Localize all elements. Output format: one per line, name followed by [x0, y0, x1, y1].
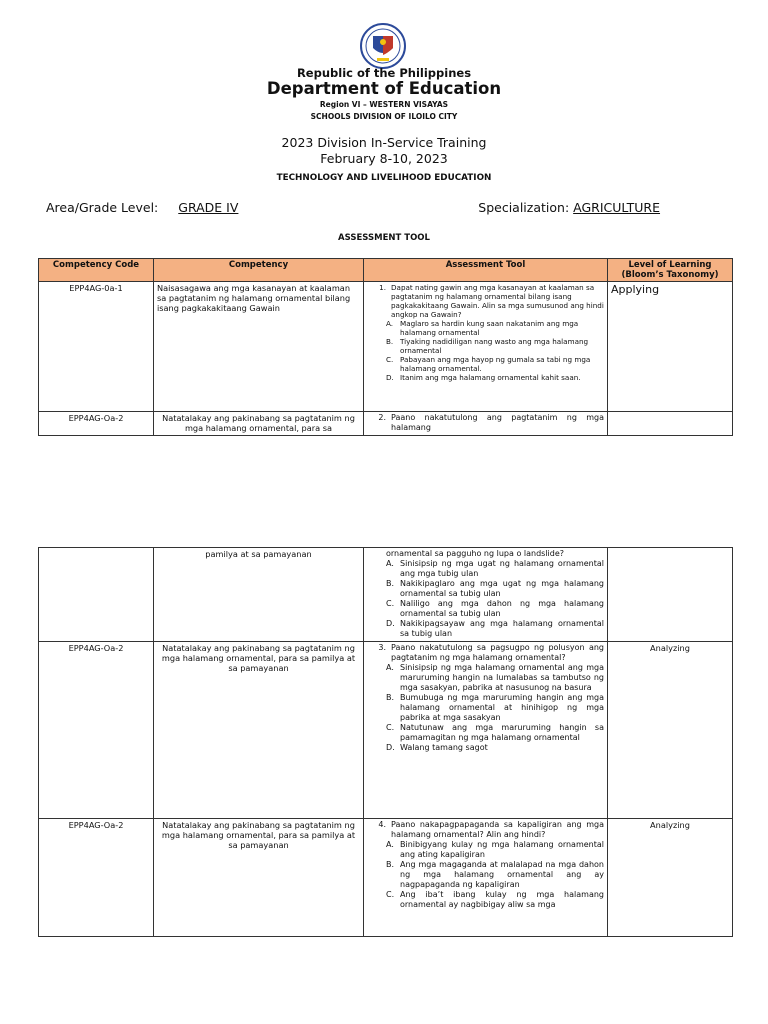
question-text: Paano nakatutulong sa pagsugpo ng polusyon ang pagtatanim ng mga halamang ornamental?	[391, 643, 604, 662]
training-dates: February 8-10, 2023	[320, 151, 448, 166]
competency-text: Natatalakay ang pakinabang sa pagtatanim ng mga halamang ornamental, para sa pamilya at sa pamayanan	[154, 819, 364, 937]
specialization-label: Specialization:	[478, 200, 570, 215]
option-letter: B.	[386, 860, 395, 869]
option-text: Walang tamang sagot	[400, 743, 488, 752]
grade-value: GRADE IV	[178, 200, 239, 215]
table-row	[39, 282, 733, 412]
level-of-learning: Applying	[608, 282, 733, 412]
assessment-question	[364, 548, 608, 642]
option-letter: D.	[386, 743, 395, 752]
question-text: ornamental sa pagguho ng lupa o landslide?	[386, 549, 565, 558]
option-letter: C.	[386, 355, 394, 364]
question-number: 4.	[378, 820, 386, 829]
area-label: Area/Grade Level:	[46, 200, 159, 215]
col-header-code: Competency Code	[39, 259, 154, 282]
option-text: Binibigyang kulay ng mga halamang ornamental ang ating kapaligiran	[400, 840, 604, 859]
training-title: 2023 Division In-Service Training	[281, 135, 487, 150]
department-heading: Department of Education	[266, 79, 502, 98]
level-of-learning: Analyzing	[608, 642, 733, 819]
option-text: Maglaro sa hardin kung saan nakatanim ang mga halamang ornamental	[400, 319, 579, 337]
assessment-tool-title: ASSESSMENT TOOL	[338, 233, 430, 243]
competency-code: EPP4AG-Oa-2	[39, 642, 154, 819]
competency-text: Naisasagawa ang mga kasanayan at kaalaman sa pagtatanim ng halamang ornamental bilang isang pagkakakitaang Gawain	[154, 282, 364, 412]
option-text: Sinisipsip ng mga halamang ornamental ang mga maruruming hangin na lumalabas sa tambutso ng mga sasakyan, pabrika at nasusunog na basura	[400, 663, 604, 692]
option-text: Ang iba’t ibang kulay ng mga halamang ornamental ay nagbibigay aliw sa mga	[400, 890, 604, 909]
subject-title: TECHNOLOGY AND LIVELIHOOD EDUCATION	[276, 173, 492, 183]
table-row	[39, 412, 733, 436]
level-of-learning	[608, 412, 733, 436]
deped-seal-icon	[355, 22, 411, 70]
table-row	[39, 819, 733, 937]
option-text: Natutunaw ang mga maruruming hangin sa pamamagitan ng mga halamang ornamental	[400, 723, 604, 742]
option-letter: A.	[386, 663, 394, 672]
assessment-question	[364, 819, 608, 937]
table-row	[39, 642, 733, 819]
competency-code: EPP4AG-Oa-2	[39, 819, 154, 937]
option-text: Sinisipsip ng mga ugat ng halamang ornamental ang mga tubig ulan	[400, 559, 604, 578]
competency-code: EPP4AG-0a-1	[39, 282, 154, 412]
question-text: Paano nakapagpapaganda sa kapaligiran ang mga halamang ornamental? Alin ang hindi?	[391, 820, 604, 839]
option-letter: B.	[386, 579, 395, 588]
republic-heading: Republic of the Philippines	[296, 66, 472, 80]
assessment-table-page-1	[38, 258, 733, 436]
assessment-question	[364, 412, 608, 436]
option-text: Itanim ang mga halamang ornamental kahit saan.	[400, 373, 581, 382]
question-text: Paano nakatutulong ang pagtatanim ng mga halamang	[391, 413, 604, 432]
competency-code: EPP4AG-Oa-2	[39, 412, 154, 436]
col-header-tool: Assessment Tool	[364, 259, 608, 282]
option-letter: A.	[386, 559, 394, 568]
division-line: SCHOOLS DIVISION OF ILOILO CITY	[310, 112, 458, 121]
option-letter: A.	[386, 840, 394, 849]
option-letter: A.	[386, 319, 394, 328]
option-text: Tiyaking nadidiligan nang wasto ang mga halamang ornamental	[400, 337, 589, 355]
option-letter: D.	[386, 373, 394, 382]
question-text: Dapat nating gawin ang mga kasanayan at kaalaman sa pagtatanim ng halamang ornamental bilang isang pagkakakitaang Gawain. Alin sa mga sumusunod ang hindi angkop na Gawain?	[391, 283, 604, 319]
question-number: 3.	[378, 643, 386, 652]
option-letter: B.	[386, 693, 395, 702]
option-letter: D.	[386, 619, 395, 628]
level-of-learning	[608, 548, 733, 642]
option-text: Nakikipagsayaw ang mga halamang ornamental sa tubig ulan	[400, 619, 604, 638]
competency-text: pamilya at sa pamayanan	[154, 548, 364, 642]
question-number: 2.	[378, 413, 386, 422]
level-of-learning: Analyzing	[608, 819, 733, 937]
option-letter: C.	[386, 599, 395, 608]
option-text: Ang mga magaganda at malalapad na mga dahon ng mga halamang ornamental ang ay nagpapaganda ng kapaligiran	[400, 860, 604, 889]
area-grade-row	[46, 200, 736, 215]
table-header-row	[39, 259, 733, 282]
competency-text: Natatalakay ang pakinabang sa pagtatanim ng mga halamang ornamental, para sa pamilya at sa pamayanan	[154, 642, 364, 819]
question-number: 1.	[379, 283, 386, 292]
option-text: Nakikipaglaro ang mga ugat ng mga halamang ornamental sa tubig ulan	[400, 579, 604, 598]
col-header-level: Level of Learning (Bloom’s Taxonomy)	[608, 259, 733, 282]
competency-code	[39, 548, 154, 642]
option-letter: C.	[386, 723, 395, 732]
region-line: Region VI – WESTERN VISAYAS	[319, 100, 449, 109]
specialization-value: AGRICULTURE	[573, 200, 661, 215]
table-row	[39, 548, 733, 642]
competency-text: Natatalakay ang pakinabang sa pagtatanim ng mga halamang ornamental, para sa	[154, 412, 364, 436]
option-letter: C.	[386, 890, 395, 899]
option-text: Bumubuga ng mga maruruming hangin ang mga halamang ornamental at hinihigop ng mga pabrika at mga sasakyan	[400, 693, 604, 722]
assessment-question	[364, 282, 608, 412]
option-text: Naliligo ang mga dahon ng mga halamang ornamental sa tubig ulan	[400, 599, 604, 618]
option-text: Pabayaan ang mga hayop ng gumala sa tabi ng mga halamang ornamental.	[400, 355, 591, 373]
assessment-table-page-2	[38, 547, 733, 937]
assessment-question	[364, 642, 608, 819]
col-header-competency: Competency	[154, 259, 364, 282]
option-letter: B.	[386, 337, 394, 346]
